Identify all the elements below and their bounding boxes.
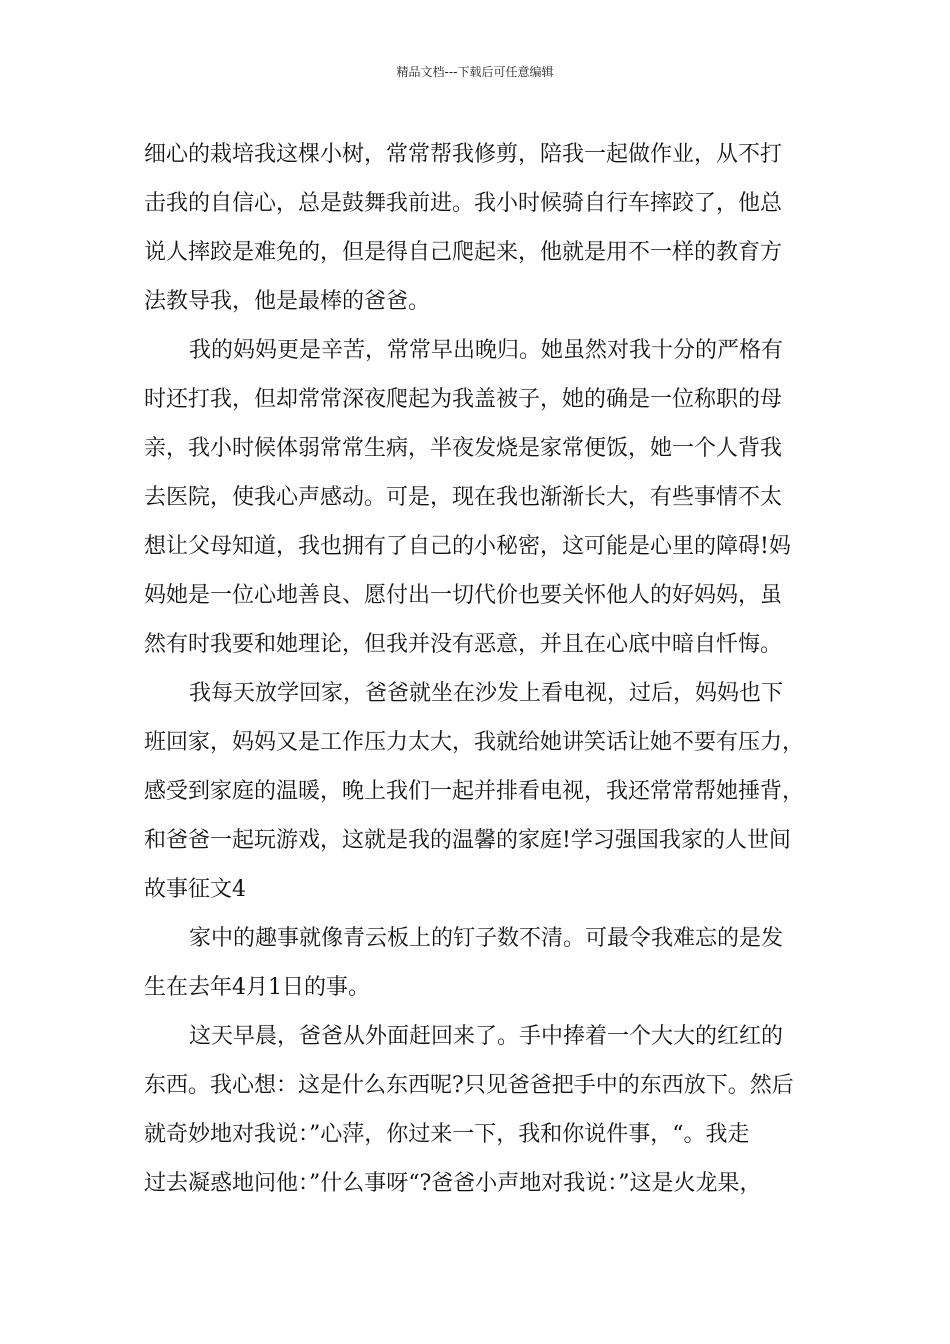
- text-line: 感受到家庭的温暖，晚上我们一起并排看电视，我还常常帮她捶背，: [144, 779, 805, 804]
- document-body: [144, 130, 814, 1208]
- text-line: 东西。我心想：这是什么东西呢?只见爸爸把手中的东西放下。然后: [144, 1073, 794, 1098]
- text-line: 家中的趣事就像青云板上的钉子数不清。可最令我难忘的是发: [189, 926, 784, 951]
- text-line: 就奇妙地对我说：”心萍，你过来一下，我和你说件事，“。我走: [144, 1122, 750, 1147]
- text-line: 班回家，妈妈又是工作压力太大，我就给她讲笑话让她不要有压力，: [144, 730, 805, 755]
- text-line: 生在去年4月1日的事。: [144, 975, 370, 1000]
- text-line: 法教导我，他是最棒的爸爸。: [144, 289, 431, 314]
- text-line: 这天早晨，爸爸从外面赶回来了。手中捧着一个大大的红红的: [189, 1024, 784, 1049]
- text-line: 过去凝惑地问他：”什么事呀“?爸爸小声地对我说：”这是火龙果，: [144, 1171, 762, 1196]
- page-header: 精品文档---下载后可任意编辑: [396, 65, 554, 79]
- text-line: 故事征文4: [144, 877, 246, 902]
- text-line: 然有时我要和她理论，但我并没有恶意，并且在心底中暗自忏悔。: [144, 632, 783, 657]
- text-line: 想让父母知道，我也拥有了自己的小秘密，这可能是心里的障碍!妈: [144, 534, 791, 559]
- text-line: 妈她是一位心地善良、愿付出一切代价也要关怀他人的好妈妈，虽: [144, 583, 783, 608]
- text-line: 时还打我，但却常常深夜爬起为我盖被子，她的确是一位称职的母: [144, 387, 783, 412]
- text-line: 我每天放学回家，爸爸就坐在沙发上看电视，过后，妈妈也下: [189, 681, 784, 706]
- text-line: 去医院，使我心声感动。可是，现在我也渐渐长大，有些事情不太: [144, 485, 783, 510]
- text-line: 亲，我小时候体弱常常生病，半夜发烧是家常便饭，她一个人背我: [144, 436, 783, 461]
- text-line: 和爸爸一起玩游戏，这就是我的温馨的家庭!学习强国我家的人世间: [144, 828, 791, 853]
- text-line: 击我的自信心，总是鼓舞我前进。我小时候骑自行车摔跤了，他总: [144, 191, 783, 216]
- text-line: 细心的栽培我这棵小树，常常帮我修剪，陪我一起做作业，从不打: [144, 142, 783, 167]
- text-line: 说人摔跤是难免的，但是得自己爬起来，他就是用不一样的教育方: [144, 240, 783, 265]
- text-line: 我的妈妈更是辛苦，常常早出晚归。她虽然对我十分的严格有: [189, 338, 784, 363]
